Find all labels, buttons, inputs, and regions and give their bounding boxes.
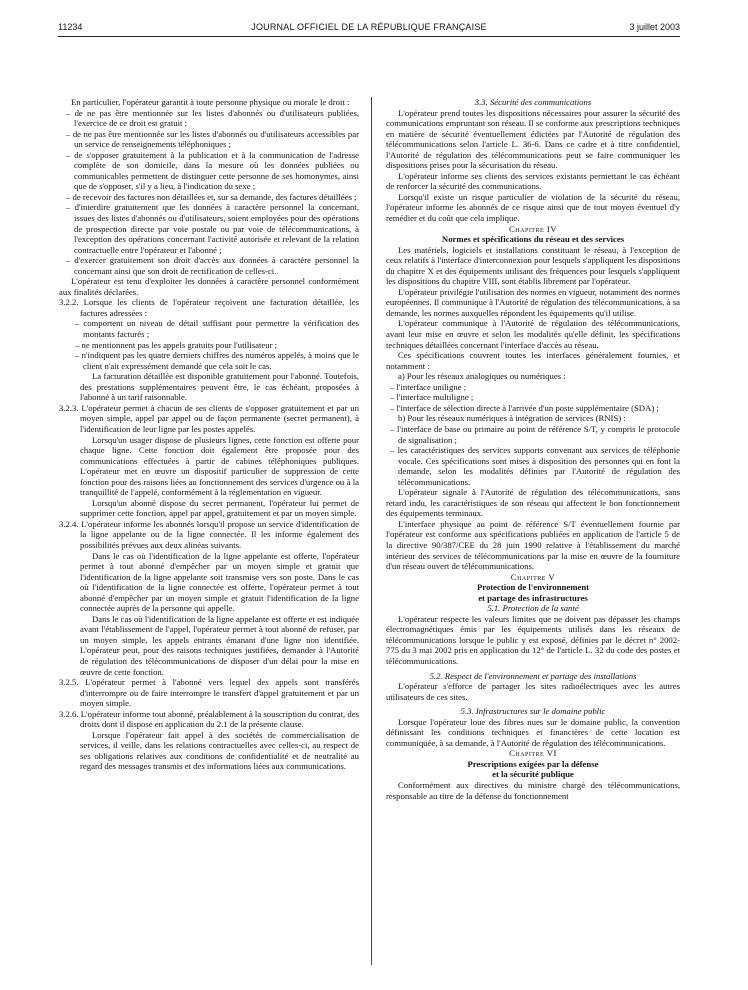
list-lead: a) Pour les réseaux analogiques ou numériques :	[398, 371, 566, 382]
paragraph: Lorsqu'il existe un risque particulier de violation de la sécurité du réseau, l'opérateur informe les abonnés de ce risque ainsi que de tout moyen éventuel d'y remédier et du coût que cela implique.	[386, 191, 680, 224]
article-3-2-4: 3.2.4. L'opérateur informe les abonnés lorsqu'il propose un service d'identification de la ligne appelante ou de la ligne connectée. Il les informe également des possibilités prévues aux deux alinéas suivants.	[59, 518, 359, 550]
journal-title: JOURNAL OFFICIEL DE LA RÉPUBLIQUE FRANÇAISE	[251, 22, 487, 32]
paragraph: Les matériels, logiciels et installations constituant le réseau, à l'exception de ceux relatifs à l'interface d'interconnexion pour lesquels s'appliquent les dispositions du chapitre X et des équipements utilisant des fréquences pour lesquels s'appliquent les dispositions du chapitre VIII, sont établis librement par l'opérateur.	[386, 244, 680, 287]
paragraph: L'opérateur est tenu d'exploiter les données à caractère personnel conformément aux finalités déclarées.	[59, 276, 359, 297]
paragraph: L'opérateur informe ses clients des services existants permettant le cas échéant de renforcer la sécurité des communications.	[386, 170, 680, 192]
paragraph: Dans le cas où l'identification de la ligne appelante est offerte, l'opérateur permet à tout abonné d'empêcher par un moyen simple et gratuit que l'identification de la ligne appelante soit transmise vers son poste. Dans le cas où l'identification de la ligne connectée est offerte, l'opérateur permet à tout abonné d'empêcher par un moyen simple et gratuit l'identification de la ligne connectée auprès de la personne qui appelle.	[80, 550, 359, 614]
list-item: – ne mentionnent pas les appels gratuits pour l'utilisateur ;	[75, 339, 278, 350]
chapter-label: Chapitre IV	[509, 223, 557, 234]
left-column	[59, 97, 359, 772]
chapter-label: Chapitre V	[510, 571, 556, 582]
section-title: 3.3. Sécurité des communications	[474, 97, 592, 107]
paragraph: L'interface physique au point de référence S/T éventuellement fournie par l'opérateur est conforme aux spécifications publiées en application de l'article 5 de la directive 90/387/CEE du 28 juin 1990 relative à l'établissement du marché intérieur des services de télécommunications par la mise en œuvre de la fourniture d'un réseau ouvert de télécommunications.	[386, 518, 680, 572]
section-title: 5.3. Infrastructures sur le domaine public	[460, 706, 606, 717]
list-item: – d'exercer gratuitement son droit d'accès aux données à caractère personnel la concernant ainsi que son droit de rectification de celles-ci.	[66, 255, 359, 276]
paragraph: La facturation détaillée est disponible gratuitement pour l'abonné. Toutefois, des prestations supplémentaires peuvent être, le cas échéant, proposées à l'abonné à un tarif raisonnable.	[80, 371, 359, 403]
list-item: – l'interface de sélection directe à l'arrivée d'un poste supplémentaire (SDA) ;	[390, 402, 659, 413]
chapter-title: Protection de l'environnement	[476, 582, 590, 593]
section-title: 5.1. Protection de la santé	[487, 603, 579, 614]
chapter-title: Normes et spécifications du réseau et des services	[441, 234, 625, 245]
list-item: – de ne pas être mentionnée sur les listes d'abonnés ou d'utilisateurs accessibles par un service de renseignements téléphoniques ;	[66, 128, 359, 150]
column-divider	[371, 97, 372, 965]
header-rule	[58, 36, 680, 37]
list-item: – de ne pas être mentionnée sur les listes d'abonnés ou d'utilisateurs publiées, l'exercice de ce droit est gratuit ;	[66, 107, 359, 129]
list-lead: b) Pour les réseaux numériques à intégration de services (RNIS) :	[398, 413, 626, 424]
list-item: – de recevoir des factures non détaillées et, sur sa demande, des factures détaillées ;	[66, 191, 357, 202]
list-item: – n'indiquent pas les quatre derniers chiffres des numéros appelés, à moins que le client n'ait expressément demandé que cela soit le cas.	[75, 350, 359, 371]
article-3-2-2: 3.2.2. Lorsque les clients de l'opérateur reçoivent une facturation détaillée, les factures adressées :	[59, 297, 359, 318]
right-column	[386, 97, 680, 801]
section-title: 5.2. Respect de l'environnement et partage des installations	[429, 670, 637, 681]
chapter-title: et partage des infrastructures	[478, 592, 588, 603]
chapter-label: Chapitre VI	[509, 748, 557, 759]
issue-date: 3 juillet 2003	[629, 22, 680, 32]
page-number: 11234	[58, 22, 83, 32]
list-item: – d'interdire gratuitement que les données à caractère personnel la concernant, issues des listes d'abonnés ou d'utilisateurs, soient employées pour des opérations de prospection directe par voie postale ou par voie de télécommunications, à l'exception des opérations concernant l'activité autorisée et relevant de la relation contractuelle entre l'opérateur et l'abonné ;	[66, 202, 359, 255]
paragraph: Ces spécifications couvrent toutes les interfaces généralement fournies, et notamment :	[386, 350, 680, 371]
paragraph: Lorsque l'opérateur loue des fibres nues sur le domaine public, la convention définissant les conditions techniques et financières de cette location est communiquée, à sa demande, à l'Autorité de régulation des télécommunications.	[386, 716, 680, 748]
list-item: – comportent un niveau de détail suffisant pour permettre la vérification des montants facturés ;	[75, 318, 359, 340]
paragraph: Lorsqu'un abonné dispose du secret permanent, l'opérateur lui permet de supprimer cette fonction, appel par appel, gratuitement et par un moyen simple.	[80, 497, 359, 519]
paragraph: Conformément aux directives du ministre chargé des télécommunications, responsable au titre de la défense du fonctionnement	[386, 780, 680, 801]
chapter-title: Prescriptions exigées par la défense	[467, 758, 599, 769]
article-3-2-6: 3.2.6. L'opérateur informe tout abonné, préalablement à la souscription du contrat, des droits dont il dispose en application du 2.1 de la présente clause.	[59, 708, 359, 730]
page-header	[58, 22, 680, 34]
article-3-2-5: 3.2.5. L'opérateur permet à l'abonné vers lequel des appels sont transférés d'interrompre ou de faire interrompre le transfert d'appel gratuitement et par un moyen simple.	[59, 677, 359, 709]
article-3-2-3: 3.2.3. L'opérateur permet à chacun de ses clients de s'opposer gratuitement et par un moyen simple, appel par appel ou de façon permanente (secret permanent), à l'identification de leur ligne par les postes appelés.	[59, 402, 359, 434]
paragraph: L'opérateur privilégie l'utilisation des normes en vigueur, notamment des normes européennes. Il communique à l'Autorité de régulation des télécommunications, à sa demande, les normes auxquelles répondent les équipements qu'il utilise.	[386, 286, 680, 318]
list-item: – les caractéristiques des services supports convenant aux services de téléphonie vocale. Ces spécifications sont mises à disposition des personnes qui en font la demande, selon les modalités définies par l'Autorité de régulation des télécommunications.	[390, 445, 680, 487]
paragraph: Lorsqu'un usager dispose de plusieurs lignes, cette fonction est offerte pour chaque ligne. Cette fonction doit également être proposée pour des communications effectuées à partir de cabines téléphoniques publiques. L'opérateur met en œuvre un dispositif particulier de suppression de cette fonction pour des raisons liées au fonctionnement des services d'urgence ou à la tranquillité de l'appelé, conformément à la réglementation en vigueur.	[80, 434, 359, 498]
paragraph: L'opérateur communique à l'Autorité de régulation des télécommunications, avant leur mise en œuvre et selon les modalités qu'elle définit, les spécifications techniques détaillées concernant l'interface d'accès au réseau.	[386, 318, 680, 350]
paragraph: Dans le cas où l'identification de la ligne appelante est offerte et est indiquée avant l'établissement de l'appel, l'opérateur permet à tout abonné de refuser, par un moyen simple, les appels entrants émanant d'une ligne non identifiée. L'opérateur peut, pour des raisons techniques justifiées, demander à l'Autorité de régulation des télécommunications de disposer d'un délai pour la mise en œuvre de cette fonction.	[80, 613, 359, 677]
list-item: – l'interface de base ou primaire au point de référence S/T, y compris le protocole de signalisation ;	[390, 423, 680, 445]
paragraph: Lorsque l'opérateur fait appel à des sociétés de commercialisation de services, il veille, dans les relations contractuelles avec celles-ci, au respect de ses obligations relatives aux conditions de confidentialité et de neutralité au regard des messages transmis et des informations liées aux communications.	[80, 729, 359, 772]
list-item: – l'interface uniligne ;	[390, 381, 467, 392]
chapter-title: et la sécurité publique	[492, 769, 574, 780]
paragraph: L'opérateur prend toutes les dispositions nécessaires pour assurer la sécurité des communications empruntant son réseau. Il se conforme aux prescriptions techniques en matière de sécurité éventuellement édictées par l'Autorité de régulation des télécommunications selon l'article L. 36-6. Dans ce cadre et à titre confidentiel, l'Autorité de régulation des télécommunications peut se faire communiquer les dispositions prises pour la sécurisation du réseau.	[386, 107, 680, 171]
paragraph: L'opérateur s'efforce de partager les sites radioélectriques avec les autres utilisateurs de ces sites.	[386, 681, 680, 702]
paragraph: L'opérateur signale à l'Autorité de régulation des télécommunications, sans retard indu, les caractéristiques de son réseau qui affectent le bon fonctionnement des équipements terminaux.	[386, 487, 680, 519]
list-item: – l'interface multiligne ;	[390, 392, 474, 403]
paragraph: L'opérateur respecte les valeurs limites que ne doivent pas dépasser les champs électromagnétiques émis par les équipements utilisés dans les réseaux de télécommunications lorsque le public y est exposé, définies par le décret n° 2002-775 du 3 mai 2002 pris en application du 12° de l'article L. 32 du code des postes et télécommunications.	[386, 613, 680, 666]
list-item: – de s'opposer gratuitement à la publication et à la communication de l'adresse complète de son domicile, dans la mesure où les données publiées ou communicables permettent de distinguer cette personne de ses homonymes, ainsi que de s'opposer, s'il y a lieu, à l'indication du sexe ;	[66, 149, 359, 192]
intro-paragraph: En particulier, l'opérateur garantit à toute personne physique ou morale le droit :	[71, 97, 350, 107]
